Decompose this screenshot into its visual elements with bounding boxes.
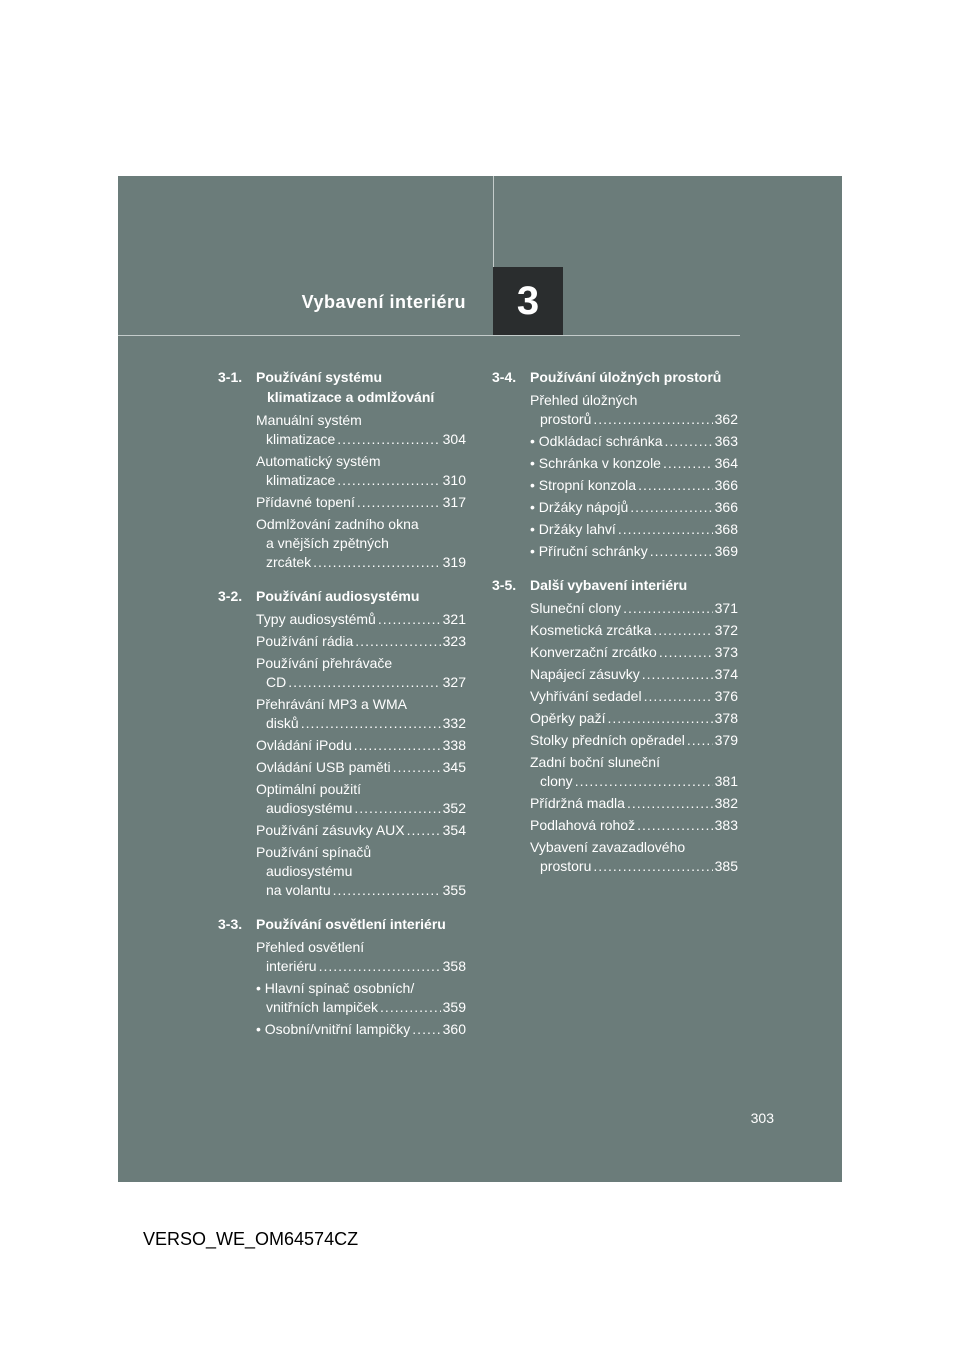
section-number: 3-1. [218,369,243,385]
toc-entry-line [530,599,738,618]
toc-entry-line: audiosystému [266,863,353,879]
dot-leader [650,542,713,561]
dot-leader [665,432,713,451]
toc-page-number: 362 [714,411,738,427]
toc-page-number: 366 [714,477,738,493]
toc-entry-line [530,542,738,561]
toc-entry-text: • Příruční schránky [530,543,648,559]
toc-entry-text: • Držáky lahví [530,521,616,537]
toc-entry-line [530,432,738,451]
toc-page-number: 371 [714,600,738,616]
chapter-number-badge: 3 [493,267,563,335]
toc-entry[interactable] [256,821,466,840]
toc-entry-line [530,687,738,706]
toc-entry-line [530,816,738,835]
toc-entry-text: vnitřních lampiček [266,999,379,1015]
toc-section [218,586,466,900]
section-title [530,575,738,595]
toc-entry-line [256,1020,466,1039]
toc-page-number: 374 [714,666,738,682]
toc-entry-line: Automatický systém [256,453,381,469]
section-title [256,586,466,606]
toc-page-number: 352 [442,800,466,816]
dot-leader [354,799,440,818]
section-title [530,367,738,387]
toc-entry-text: • Odkládací schránka [530,433,663,449]
divider-horizontal [118,335,740,336]
toc-page-number: 373 [714,644,738,660]
toc-entry-text: prostorů [540,411,592,427]
toc-entry-line [256,957,466,976]
dot-leader [313,553,441,572]
toc-entry[interactable] [530,520,738,539]
toc-page-number: 354 [442,822,466,838]
toc-entry-line [530,454,738,473]
toc-entry[interactable] [256,515,466,572]
toc-entry-line: Přehled osvětlení [256,939,365,955]
toc-entry[interactable] [256,979,466,1017]
dot-leader [627,794,713,813]
toc-entry-line: a vnějších zpětných [266,535,389,551]
document-code: VERSO_WE_OM64574CZ [143,1229,359,1249]
toc-entry[interactable] [530,599,738,618]
dot-leader [623,599,713,618]
dot-leader [378,610,441,629]
toc-entry[interactable] [256,610,466,629]
toc-entry-line [530,857,738,876]
dot-leader [618,520,713,539]
toc-entry-line: Zadní boční sluneční [530,754,660,770]
toc-entry-line [530,731,738,750]
section-heading [218,586,466,606]
dot-leader [593,410,712,429]
toc-entry[interactable] [256,632,466,651]
toc-page-number: 378 [714,710,738,726]
toc-entry[interactable] [256,452,466,490]
toc-column-left [218,367,466,1053]
toc-section [492,367,738,561]
dot-leader [337,471,440,490]
toc-entry-line [256,799,466,818]
dot-leader [653,621,712,640]
section-items [530,599,738,876]
toc-page-number: 323 [442,633,466,649]
toc-section [218,367,466,572]
toc-page-number: 385 [714,858,738,874]
toc-entry[interactable] [530,643,738,662]
toc-entry-text: zrcátek [266,554,312,570]
toc-entry[interactable] [530,621,738,640]
toc-entry-line: Přehrávání MP3 a WMA [256,696,407,712]
dot-leader [637,816,713,835]
toc-entry-line [530,520,738,539]
toc-entry[interactable] [530,432,738,451]
toc-entry-text: Ovládání USB paměti [256,759,391,775]
toc-page-number: 310 [442,472,466,488]
dot-leader [333,881,441,900]
section-number: 3-3. [218,916,243,932]
toc-entry-line: Používání přehrávače [256,655,393,671]
toc-entry-line [530,665,738,684]
toc-entry-text: prostoru [540,858,592,874]
toc-entry-line: Přehled úložných [530,392,638,408]
toc-entry-text: Napájecí zásuvky [530,666,640,682]
dot-leader [393,758,441,777]
toc-entry-line [256,673,466,692]
chapter-title: Vybavení interiéru [301,292,466,312]
toc-entry-text: Opěrky paží [530,710,606,726]
toc-entry-line [530,709,738,728]
toc-page-number: 363 [714,433,738,449]
toc-entry-line [530,410,738,429]
toc-entry-line [256,758,466,777]
toc-entry-line [256,610,466,629]
toc-entry-text: interiéru [266,958,317,974]
toc-page-number: 358 [442,958,466,974]
toc-entry-line [530,794,738,813]
section-items [256,411,466,572]
toc-page-number: 366 [714,499,738,515]
section-title-line: Používání systému [256,369,383,385]
dot-leader [659,643,713,662]
toc-entry[interactable] [530,665,738,684]
toc-page-number: 369 [714,543,738,559]
dot-leader [575,772,713,791]
toc-entry[interactable] [530,709,738,728]
section-title-line: Používání úložných prostorů [530,369,722,385]
toc-page-number: 327 [442,674,466,690]
divider-vertical [493,176,494,267]
toc-entry-text: • Schránka v konzole [530,455,661,471]
section-title-line: Další vybavení interiéru [530,577,688,593]
toc-page-number: 317 [442,494,466,510]
dot-leader [357,493,441,512]
toc-entry-line [530,772,738,791]
dot-leader [630,498,712,517]
section-heading [492,575,738,595]
toc-entry-text: • Držáky nápojů [530,499,629,515]
toc-entry-text: Stolky předních opěradel [530,732,685,748]
section-number: 3-2. [218,588,243,604]
toc-entry-line [256,632,466,651]
toc-entry-text: Konverzační zrcátko [530,644,657,660]
dot-leader [644,687,713,706]
dot-leader [593,857,712,876]
toc-page-number: 379 [714,732,738,748]
toc-entry-text: Kosmetická zrcátka [530,622,652,638]
dot-leader [354,736,441,755]
section-number: 3-5. [492,577,517,593]
toc-page-number: 359 [442,999,466,1015]
toc-page-number: 382 [714,795,738,811]
toc-entry[interactable] [256,843,466,900]
toc-entry-text: Přídržná madla [530,795,625,811]
section-items [530,391,738,561]
dot-leader [607,709,712,728]
toc-entry-line: Používání spínačů [256,844,372,860]
toc-entry[interactable] [530,687,738,706]
toc-entry[interactable] [530,476,738,495]
toc-section [218,914,466,1039]
toc-entry-text: CD [266,674,287,690]
toc-entry-text: • Osobní/vnitřní lampičky [256,1021,411,1037]
toc-entry-text: clony [540,773,573,789]
section-title [256,367,466,407]
toc-entry[interactable] [256,938,466,976]
toc-entry-line [256,998,466,1017]
section-title-line: klimatizace a odmlžování [267,389,435,405]
toc-entry-line: Odmlžování zadního okna [256,516,419,532]
section-number: 3-4. [492,369,517,385]
toc-page-number: 381 [714,773,738,789]
section-heading [492,367,738,387]
toc-entry-line [530,621,738,640]
dot-leader [288,673,440,692]
toc-column-right [492,367,738,890]
page-number: 303 [750,1110,774,1126]
toc-page-number: 304 [442,431,466,447]
toc-page-number: 332 [442,715,466,731]
toc-page-number: 321 [442,611,466,627]
toc-entry[interactable] [256,736,466,755]
toc-entry[interactable] [256,780,466,818]
toc-page-number: 368 [714,521,738,537]
toc-entry[interactable] [256,411,466,449]
toc-page-number: 383 [714,817,738,833]
toc-entry[interactable] [256,493,466,512]
toc-page-number: 319 [442,554,466,570]
dot-leader [642,665,713,684]
toc-entry-line [256,553,466,572]
toc-page-number: 376 [714,688,738,704]
toc-entry[interactable] [530,731,738,750]
toc-page-number: 364 [714,455,738,471]
toc-entry-line [256,714,466,733]
toc-entry-text: Ovládání iPodu [256,737,352,753]
toc-entry[interactable] [530,542,738,561]
toc-entry-text: Sluneční clony [530,600,622,616]
toc-page-number: 360 [442,1021,466,1037]
toc-page-number: 372 [714,622,738,638]
toc-entry-text: Používání rádia [256,633,354,649]
toc-page-number: 338 [442,737,466,753]
dot-leader [407,821,441,840]
dot-leader [412,1020,440,1039]
toc-entry[interactable] [530,454,738,473]
toc-entry-line [256,493,466,512]
toc-entry[interactable] [530,838,738,876]
dot-leader [355,632,440,651]
toc-section [492,575,738,876]
section-heading [218,914,466,934]
toc-entry[interactable] [256,695,466,733]
section-title [256,914,466,934]
dot-leader [337,430,440,449]
toc-entry[interactable] [530,391,738,429]
section-items [256,938,466,1039]
dot-leader [687,731,713,750]
toc-entry[interactable] [256,654,466,692]
toc-entry-text: audiosystému [266,800,353,816]
toc-entry[interactable] [530,816,738,835]
toc-entry[interactable] [530,753,738,791]
toc-entry-line [530,643,738,662]
toc-entry-text: Vyhřívání sedadel [530,688,642,704]
toc-entry-line [256,430,466,449]
dot-leader [301,714,441,733]
toc-entry-line: Vybavení zavazadlového [530,839,686,855]
dot-leader [638,476,713,495]
toc-entry-text: klimatizace [266,431,336,447]
toc-entry-line: Optimální použití [256,781,362,797]
toc-page-number: 345 [442,759,466,775]
toc-entry[interactable] [530,498,738,517]
toc-entry-line [256,471,466,490]
toc-entry-text: disků [266,715,299,731]
section-items [256,610,466,900]
toc-entry-line [256,821,466,840]
section-title-line: Používání osvětlení interiéru [256,916,446,932]
dot-leader [380,998,441,1017]
toc-entry-line [256,881,466,900]
toc-entry-line: • Hlavní spínač osobních/ [256,980,415,996]
dot-leader [319,957,441,976]
toc-entry-line [530,498,738,517]
section-title-line: Používání audiosystému [256,588,420,604]
toc-entry-text: Používání zásuvky AUX [256,822,405,838]
toc-entry-text: klimatizace [266,472,336,488]
toc-entry-text: Podlahová rohož [530,817,636,833]
toc-entry-text: • Stropní konzola [530,477,637,493]
dot-leader [663,454,713,473]
toc-entry-line [530,476,738,495]
toc-page-number: 355 [442,882,466,898]
toc-entry-text: Přídavné topení [256,494,355,510]
toc-entry-text: na volantu [266,882,331,898]
toc-entry-line [256,736,466,755]
toc-entry-text: Typy audiosystémů [256,611,376,627]
toc-entry[interactable] [256,758,466,777]
section-heading [218,367,466,407]
toc-entry-line: Manuální systém [256,412,362,428]
toc-entry[interactable] [256,1020,466,1039]
toc-entry[interactable] [530,794,738,813]
